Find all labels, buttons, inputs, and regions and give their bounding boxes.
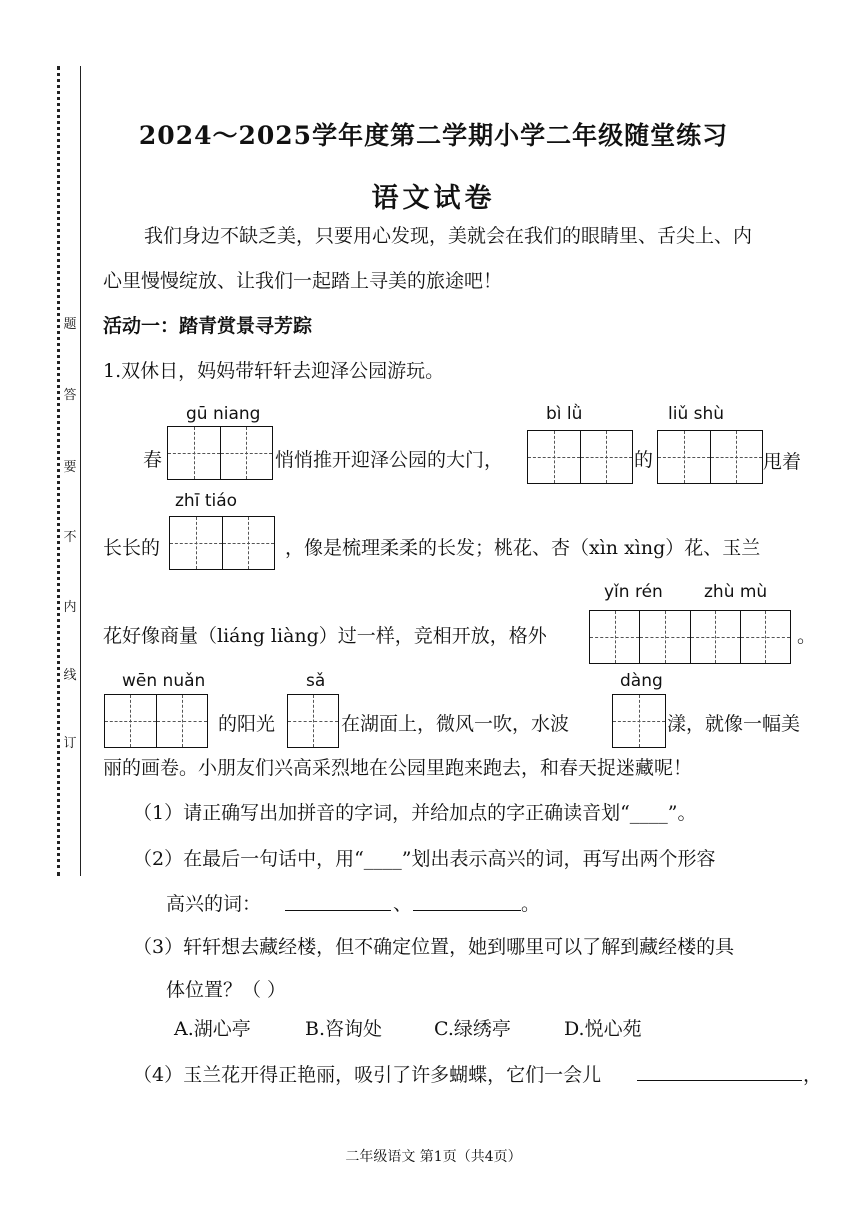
option-d[interactable]: D.悦心苑	[564, 1018, 642, 1040]
exam-subtitle: 语文试卷	[371, 183, 496, 214]
passage-text: 丽的画卷。小朋友们兴高采烈地在公园里跑来跑去，和春天捉迷藏呢！	[103, 757, 693, 779]
page-footer: 二年级语文 第1页（共4页）	[345, 1149, 522, 1165]
answer-box-liushu[interactable]	[657, 430, 763, 484]
answer-box-sa[interactable]	[287, 694, 339, 748]
pinyin-guniang: gū niang	[186, 404, 261, 424]
passage-text: 漾，就像一幅美	[667, 713, 801, 735]
margin-char: 答	[63, 388, 77, 403]
passage-text: 的	[634, 449, 654, 471]
activity-heading: 活动一：踏青赏景寻芳踪	[103, 315, 313, 337]
comma: ，	[803, 1064, 823, 1086]
pinyin-wennuan: wēn nuǎn	[122, 671, 206, 691]
answer-box-zhitiao[interactable]	[169, 516, 275, 570]
subquestion-4: （4）玉兰花开得正艳丽，吸引了许多蝴蝶，它们一会儿	[133, 1064, 602, 1086]
passage-text: 花好像商量（liáng liàng）过一样，竞相开放，格外	[103, 625, 547, 647]
period: 。	[521, 893, 541, 915]
option-c[interactable]: C.绿绣亭	[434, 1018, 511, 1040]
separator: 、	[393, 893, 413, 915]
margin-char: 题	[63, 317, 77, 332]
option-a[interactable]: A.湖心亭	[174, 1018, 251, 1040]
pinyin-zhumu: zhù mù	[704, 582, 768, 602]
margin-char: 订	[63, 736, 77, 751]
pinyin-dang: dàng	[620, 671, 663, 691]
exam-title: 2024～2025学年度第二学期小学二年级随堂练习	[138, 121, 729, 150]
answer-line[interactable]	[413, 910, 521, 911]
subquestion-2: （2）在最后一句话中，用“____”划出表示高兴的词，再写出两个形容	[133, 848, 716, 870]
answer-box-dang[interactable]	[612, 694, 666, 748]
passage-text: 甩着	[763, 451, 802, 473]
pinyin-sa: sǎ	[306, 671, 326, 691]
passage-text: ，像是梳理柔柔的长发；桃花、杏（xìn xìng）花、玉兰	[285, 537, 761, 559]
pinyin-bilu: bì lǜ	[546, 404, 583, 424]
question-1: 1.双休日，妈妈带轩轩去迎泽公园游玩。	[103, 360, 445, 382]
subquestion-3-cont: 体位置？（ ）	[166, 979, 287, 1001]
answer-box-bilu[interactable]	[527, 430, 633, 484]
margin-char: 线	[63, 668, 77, 683]
subquestion-3: （3）轩轩想去藏经楼，但不确定位置，她到哪里可以了解到藏经楼的具	[133, 936, 735, 958]
subquestion-1: （1）请正确写出加拼音的字词，并给加点的字正确读音划“____”。	[133, 802, 697, 824]
answer-box-guniang[interactable]	[167, 426, 273, 480]
margin-char: 内	[63, 600, 77, 615]
passage-text: 长长的	[103, 537, 161, 559]
margin-char: 要	[63, 460, 77, 475]
passage-text: 悄悄推开迎泽公园的大门，	[275, 449, 504, 471]
subquestion-2-label: 高兴的词：	[166, 893, 262, 915]
intro-line-1: 我们身边不缺乏美，只要用心发现，美就会在我们的眼睛里、舌尖上、内	[144, 225, 753, 247]
answer-box-wennuan[interactable]	[104, 694, 208, 748]
passage-text: 在湖面上，微风一吹，水波	[341, 713, 570, 735]
passage-text: 的阳光	[218, 713, 276, 735]
pinyin-yinren: yǐn rén	[604, 582, 663, 602]
intro-line-2: 心里慢慢绽放、让我们一起踏上寻美的旅途吧！	[103, 270, 503, 292]
passage-chun: 春	[143, 449, 163, 471]
answer-box-yinrenzhumu[interactable]	[589, 610, 791, 664]
answer-line[interactable]	[285, 910, 391, 911]
pinyin-zhitiao: zhī tiáo	[175, 491, 238, 511]
option-b[interactable]: B.咨询处	[305, 1018, 383, 1040]
margin-char: 不	[63, 530, 77, 545]
answer-line[interactable]	[637, 1080, 802, 1081]
pinyin-liushu: liǔ shù	[668, 404, 725, 424]
passage-text: 。	[797, 625, 817, 647]
